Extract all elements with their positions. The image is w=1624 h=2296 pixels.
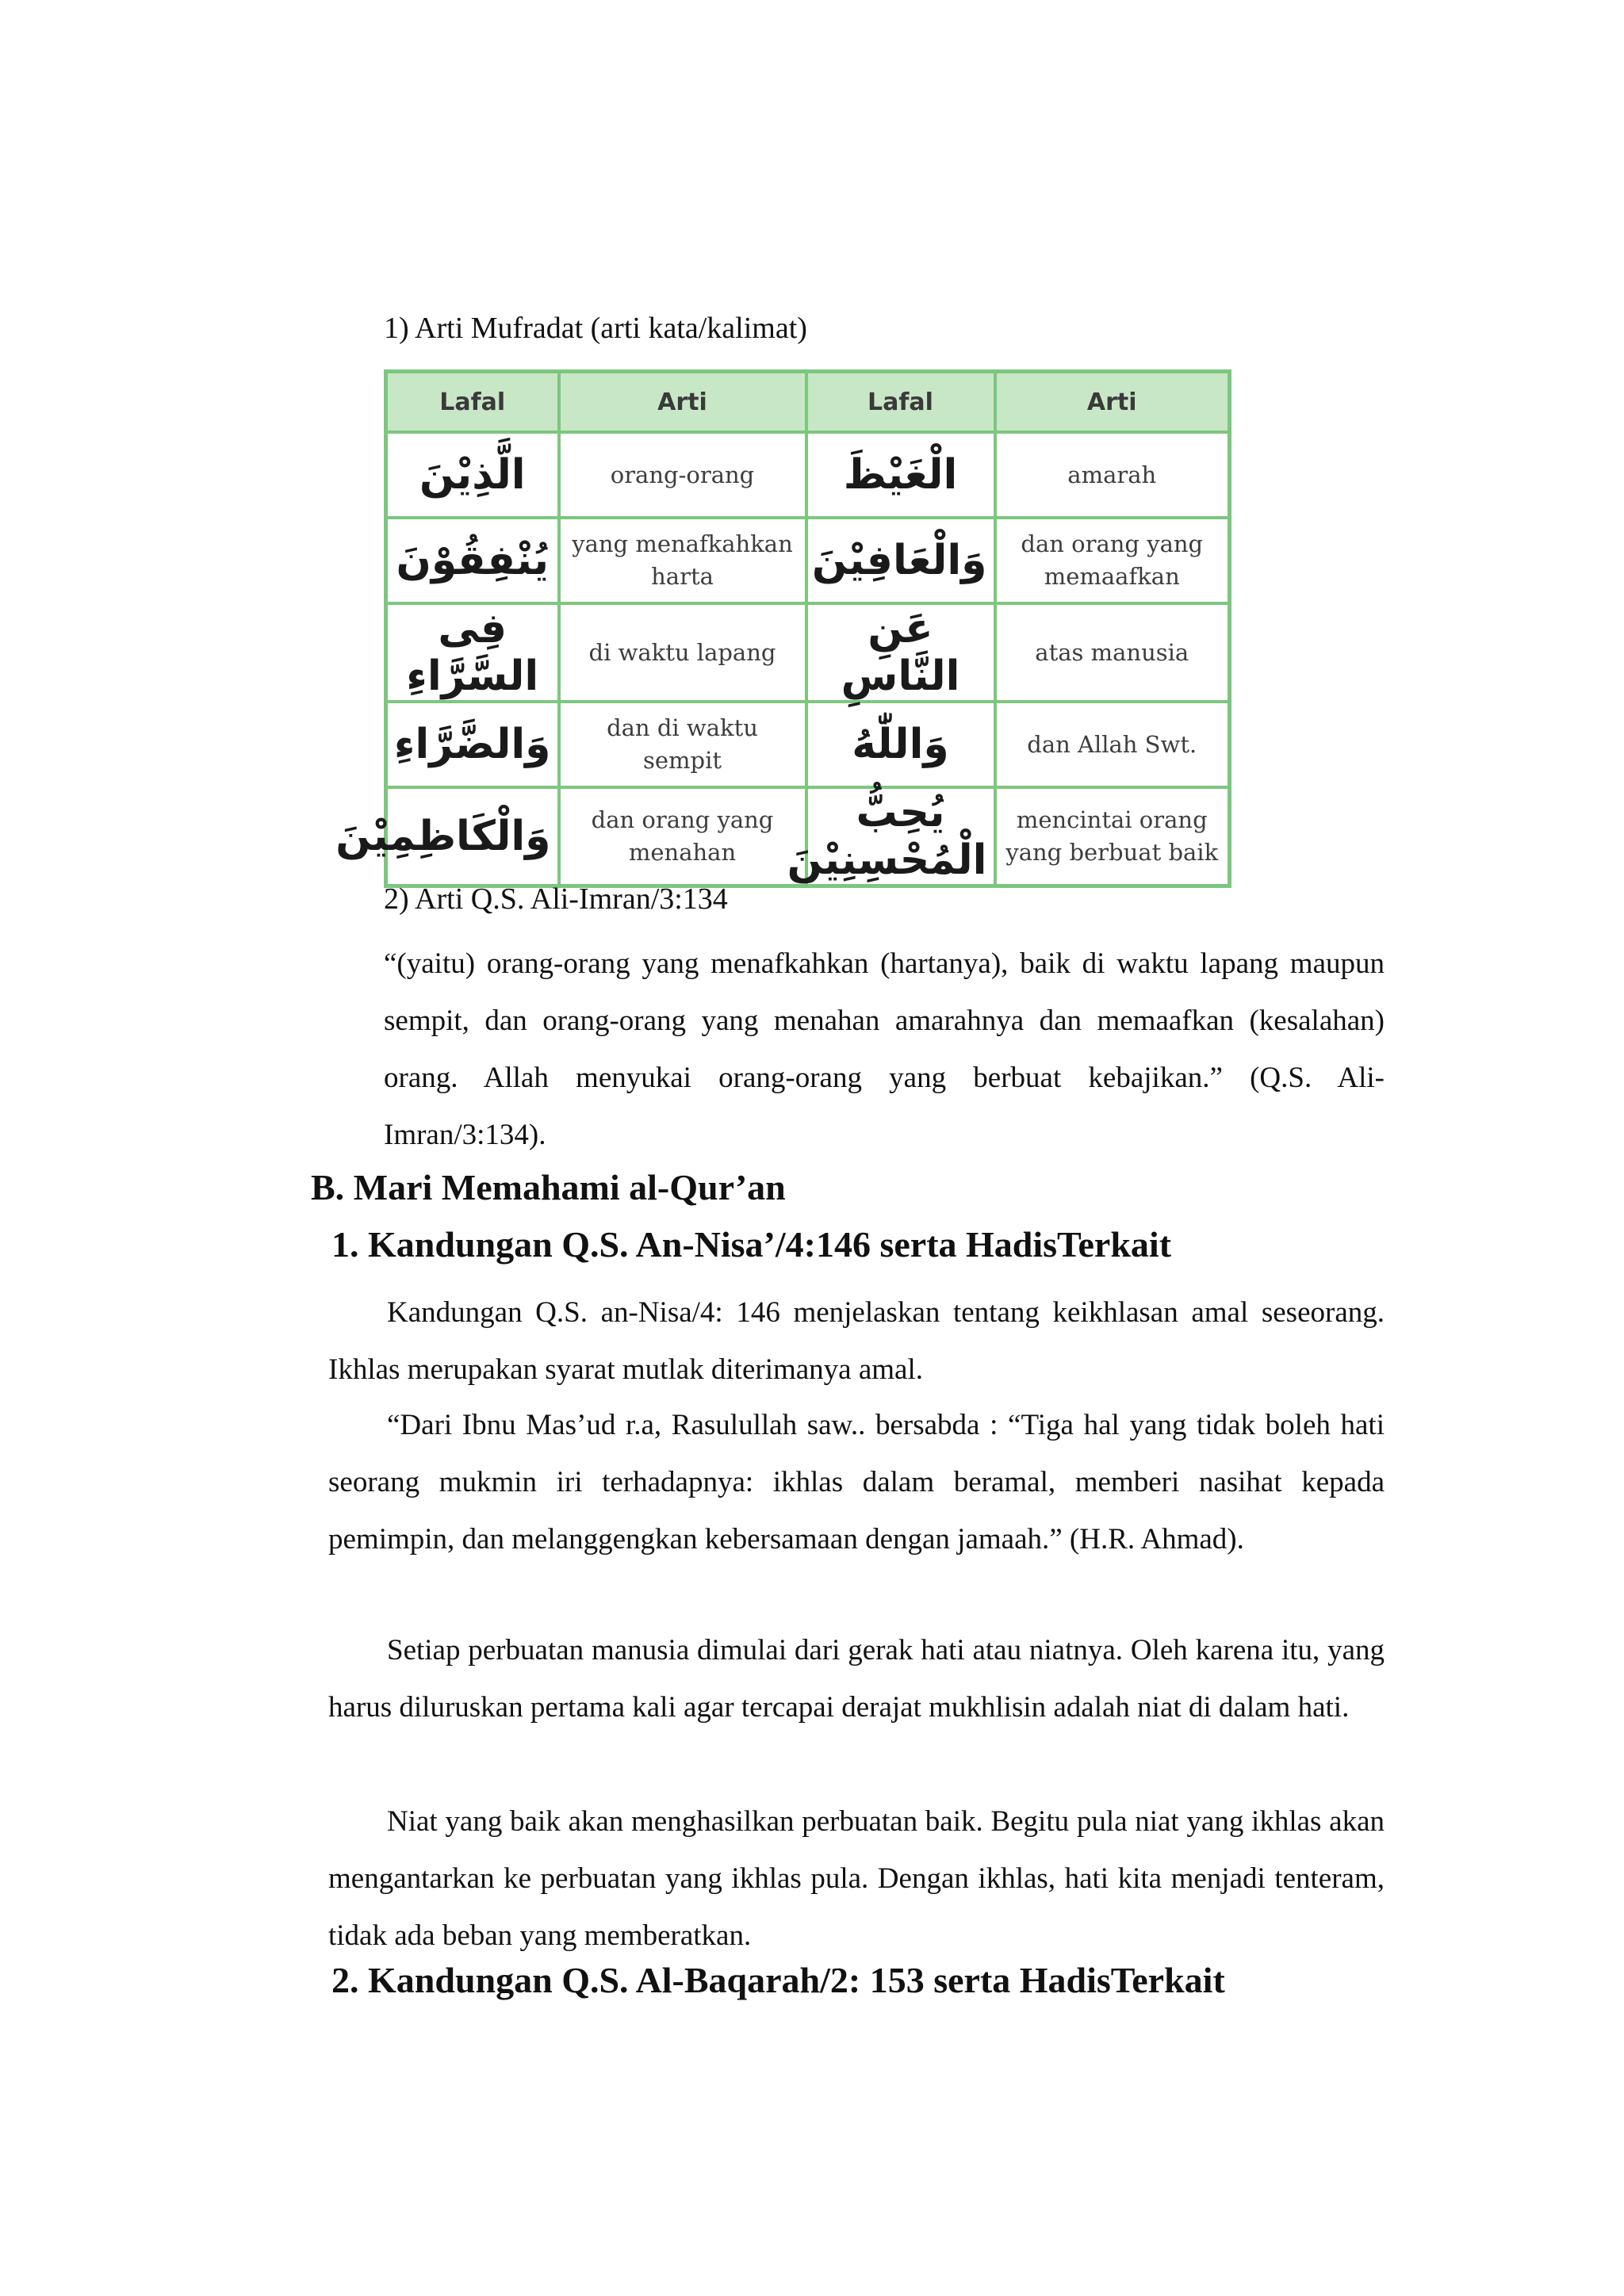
table-row [386,518,1230,603]
table-row [386,432,1230,518]
table-row [386,787,1230,886]
word-meaning: mencintai orang yang berbuat baik [995,787,1230,886]
mufradat-heading: 1) Arti Mufradat (arti kata/kalimat) [384,312,807,345]
arabic-word: وَالْعَافِيْنَ [806,518,995,603]
arabic-word: وَالْكَاظِمِيْنَ [386,787,559,886]
arabic-word: عَنِ النَّاسِ [806,603,995,702]
word-meaning: atas manusia [995,603,1230,702]
word-meaning: dan orang yang memaafkan [995,518,1230,603]
word-meaning: dan orang yang menahan [559,787,806,886]
subsection-2-title: 2. Kandungan Q.S. Al-Baqarah/2: 153 serta HadisTerkait [331,1960,1225,2000]
arabic-word: يُحِبُّ الْمُحْسِنِيْنَ [806,787,995,886]
word-meaning: orang-orang [559,432,806,518]
column-header: Lafal [806,372,995,433]
word-meaning: dan di waktu sempit [559,702,806,787]
mufradat-table [335,369,1231,888]
arabic-word: فِى السَّرَّاءِ [386,603,559,702]
section-title: B. Mari Memahami al-Qur’an [311,1167,786,1207]
arabic-word: يُنْفِقُوْنَ [386,518,559,603]
word-meaning: amarah [995,432,1230,518]
paragraph: “Dari Ibnu Mas’ud r.a, Rasulullah saw.. bersabda : “Tiga hal yang tidak boleh hati seorang mukmin iri terhadapnya: ikhlas dalam beramal, memberi nasihat kepada pemimpin, dan melanggengkan kebersamaan dengan jamaah.” (H.R. Ahmad). [328,1409,1385,1556]
word-meaning: yang menafkahkan harta [559,518,806,603]
column-header: Lafal [386,372,559,433]
table-row [386,603,1230,702]
table-row [386,702,1230,787]
column-header: Arti [995,372,1230,433]
paragraph: Setiap perbuatan manusia dimulai dari gerak hati atau niatnya. Oleh karena itu, yang harus diluruskan pertama kali agar tercapai derajat mukhlisin adalah niat di dalam hati. [328,1634,1385,1724]
arabic-word: وَالضَّرَّاءِ [386,702,559,787]
arabic-word: الْغَيْظَ [806,432,995,518]
word-meaning: di waktu lapang [559,603,806,702]
arabic-word: وَاللّٰهُ [806,702,995,787]
table-header-row [386,372,1230,433]
arabic-word: الَّذِيْنَ [386,432,559,518]
translation-text: “(yaitu) orang-orang yang menafkahkan (hartanya), baik di waktu lapang maupun sempit, dan orang-orang yang menahan amarahnya dan memaafkan (kesalahan) orang. Allah menyukai orang-orang yang berbuat kebajikan.” (Q.S. Ali-Imran/3:134). [384,947,1385,1151]
word-meaning: dan Allah Swt. [995,702,1230,787]
column-header: Arti [559,372,806,433]
paragraph: Niat yang baik akan menghasilkan perbuatan baik. Begitu pula niat yang ikhlas akan mengantarkan ke perbuatan yang ikhlas pula. Dengan ikhlas, hati kita menjadi tenteram, tidak ada beban yang memberatkan. [328,1805,1385,1952]
subsection-1-title: 1. Kandungan Q.S. An-Nisa’/4:146 serta HadisTerkait [331,1224,1172,1265]
paragraph: Kandungan Q.S. an-Nisa/4: 146 menjelaskan tentang keikhlasan amal seseorang. Ikhlas merupakan syarat mutlak diterimanya amal. [328,1296,1385,1386]
translation-heading: 2) Arti Q.S. Ali-Imran/3:134 [384,882,728,916]
